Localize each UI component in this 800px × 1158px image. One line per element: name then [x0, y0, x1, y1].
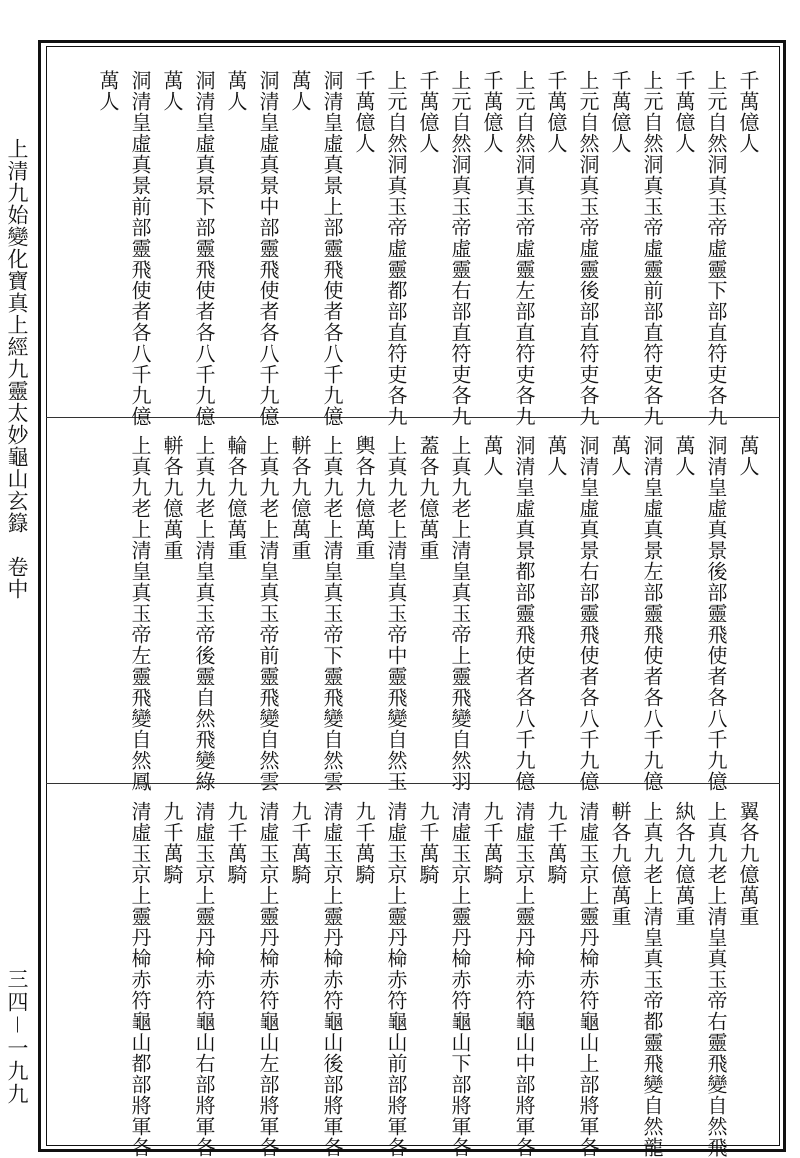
text-column: 上真九老上清皇真玉帝前靈飛變自然雲 [256, 435, 280, 792]
text-column: 上元自然洞真玉帝虛靈下部直符吏各九 [704, 70, 728, 427]
text-column: 上真九老上清皇真玉帝右靈飛變自然飛 [704, 801, 728, 1158]
text-column: 九千萬騎 [224, 801, 248, 885]
text-column: 千萬億人 [608, 70, 632, 154]
text-column: 千萬億人 [480, 70, 504, 154]
column-group [62, 435, 764, 792]
text-column: 上元自然洞真玉帝虛靈左部直符吏各九 [512, 70, 536, 427]
text-column: 九千萬騎 [480, 801, 504, 885]
text-column: 上真九老上清皇真玉帝後靈自然飛變綠 [192, 435, 216, 792]
text-column: 清虛玉京上靈丹椧赤符龜山右部將軍各 [192, 801, 216, 1158]
text-column: 上元自然洞真玉帝虛靈右部直符吏各九 [448, 70, 472, 427]
text-column: 清虛玉京上靈丹椧赤符龜山下部將軍各 [448, 801, 472, 1158]
text-column: 千萬億人 [416, 70, 440, 154]
text-column: 洞清皇虛真景右部靈飛使者各八千九億 [576, 435, 600, 792]
text-column: 軿各九億萬重 [288, 435, 312, 561]
text-column: 上元自然洞真玉帝虛靈前部直符吏各九 [640, 70, 664, 427]
text-column: 九千萬騎 [544, 801, 568, 885]
text-column: 清虛玉京上靈丹椧赤符龜山左部將軍各 [256, 801, 280, 1158]
text-column: 上真九老上清皇真玉帝左靈飛變自然鳳 [128, 435, 152, 792]
register-divider [46, 417, 780, 418]
text-column: 上真九老上清皇真玉帝都靈飛變自然龍 [640, 801, 664, 1158]
text-column: 九千萬騎 [416, 801, 440, 885]
text-column: 萬人 [288, 70, 312, 112]
text-column: 千萬億人 [352, 70, 376, 154]
text-column: 翼各九億萬重 [736, 801, 760, 927]
text-column: 上真九老上清皇真玉帝中靈飛變自然玉 [384, 435, 408, 792]
text-column: 清虛玉京上靈丹椧赤符龜山後部將軍各 [320, 801, 344, 1158]
text-column: 上元自然洞真玉帝虛靈都部直符吏各九 [384, 70, 408, 427]
margin-book-title: 上清九始變化寶真上經九靈太妙龜山玄籙 卷中 [5, 138, 29, 600]
text-column: 上元自然洞真玉帝虛靈後部直符吏各九 [576, 70, 600, 427]
text-column: 洞清皇虛真景下部靈飛使者各八千九億 [192, 70, 216, 427]
text-column: 軿各九億萬重 [160, 435, 184, 561]
text-column: 萬人 [544, 435, 568, 477]
text-column: 萬人 [736, 435, 760, 477]
text-column: 清虛玉京上靈丹椧赤符龜山都部將軍各 [128, 801, 152, 1158]
text-column: 蓋各九億萬重 [416, 435, 440, 561]
text-column: 紈各九億萬重 [672, 801, 696, 927]
text-column: 清虛玉京上靈丹椧赤符龜山中部將軍各 [512, 801, 536, 1158]
column-group [62, 70, 764, 427]
text-column: 清虛玉京上靈丹椧赤符龜山前部將軍各 [384, 801, 408, 1158]
text-column: 洞清皇虛真景上部靈飛使者各八千九億 [320, 70, 344, 427]
text-column: 九千萬騎 [352, 801, 376, 885]
text-column: 千萬億人 [736, 70, 760, 154]
text-register-bottom [46, 787, 780, 1158]
text-column: 九千萬騎 [160, 801, 184, 885]
text-column: 千萬億人 [544, 70, 568, 154]
text-column: 萬人 [672, 435, 696, 477]
text-column: 清虛玉京上靈丹椧赤符龜山上部將軍各 [576, 801, 600, 1158]
text-column: 軿各九億萬重 [608, 801, 632, 927]
text-column: 上真九老上清皇真玉帝下靈飛變自然雲 [320, 435, 344, 792]
register-divider [46, 783, 780, 784]
text-column: 萬人 [160, 70, 184, 112]
text-column: 洞清皇虛真景左部靈飛使者各八千九億 [640, 435, 664, 792]
text-column: 萬人 [480, 435, 504, 477]
text-column: 萬人 [96, 70, 120, 112]
column-group [62, 801, 764, 1158]
text-column: 萬人 [224, 70, 248, 112]
text-column: 輪各九億萬重 [224, 435, 248, 561]
text-register-middle [46, 421, 780, 792]
text-column: 萬人 [608, 435, 632, 477]
text-column: 九千萬騎 [288, 801, 312, 885]
text-column: 洞清皇虛真景中部靈飛使者各八千九億 [256, 70, 280, 427]
text-column: 洞清皇虛真景都部靈飛使者各八千九億 [512, 435, 536, 792]
text-column: 千萬億人 [672, 70, 696, 154]
text-column: 洞清皇虛真景後部靈飛使者各八千九億 [704, 435, 728, 792]
margin-page-number: 三四－一九九 [5, 968, 29, 1106]
text-register-top [46, 56, 780, 427]
text-column: 上真九老上清皇真玉帝上靈飛變自然羽 [448, 435, 472, 792]
text-column: 輿各九億萬重 [352, 435, 376, 561]
text-column: 洞清皇虛真景前部靈飛使者各八千九億 [128, 70, 152, 427]
